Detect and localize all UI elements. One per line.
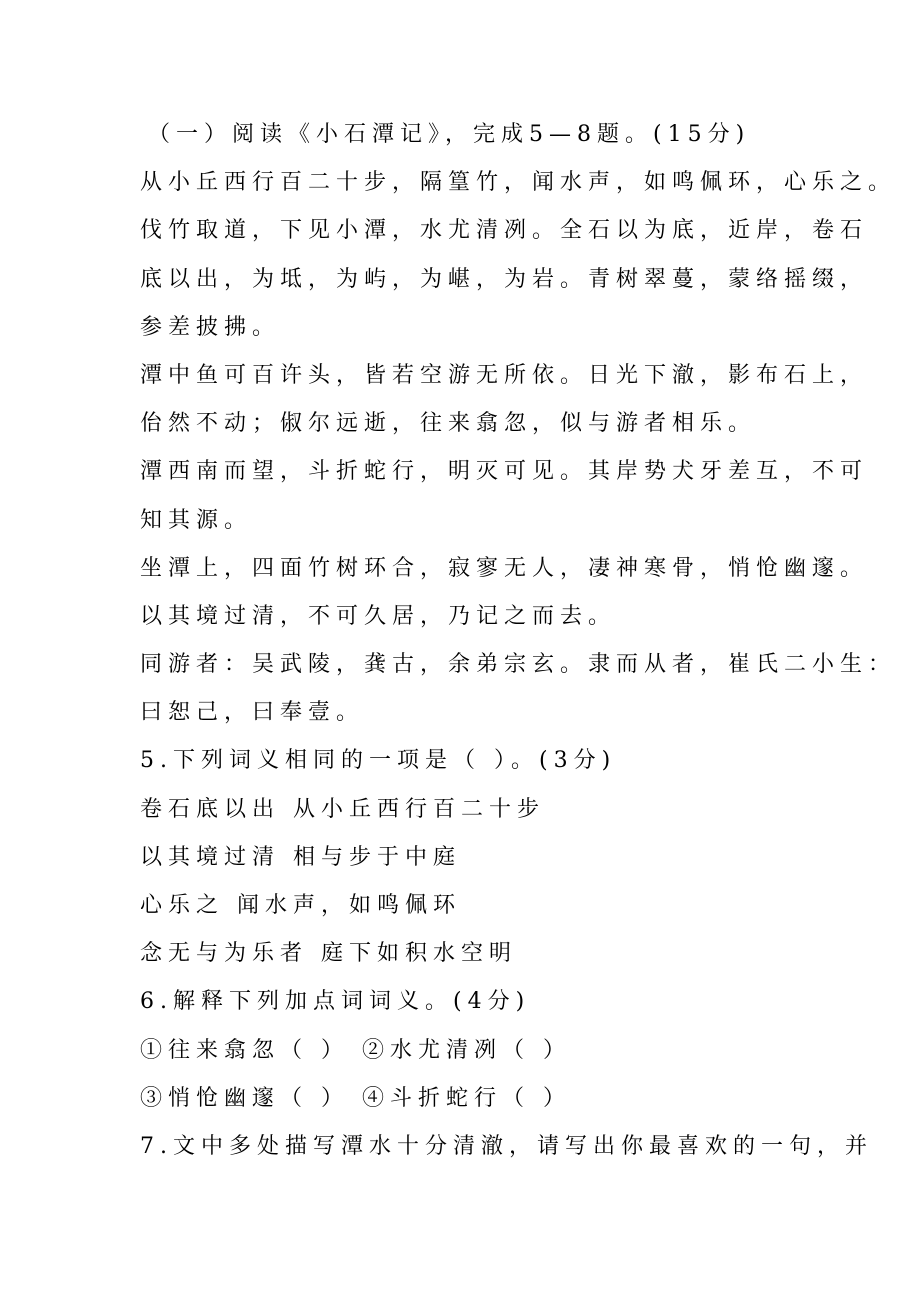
section-heading: （一）阅读《小石潭记》，完成5—8题。(15分) [148, 122, 751, 147]
passage-line: 曰恕己，曰奉壹。 [140, 700, 365, 726]
passage-line: 佁然不动；俶尔远逝，往来翕忽，似与游者相乐。 [140, 411, 757, 437]
passage-line: 从小丘西行百二十步，隔篁竹，闻水声，如鸣佩环，心乐之。 [140, 170, 897, 196]
passage-line: 底以出，为坻，为屿，为嵁，为岩。青树翠蔓，蒙络摇缀， [140, 266, 869, 292]
option-line: 以其境过清 相与步于中庭 [140, 844, 461, 870]
passage [140, 164, 897, 742]
passage-line: 伐竹取道，下见小潭，水尤清冽。全石以为底，近岸，卷石 [140, 218, 869, 244]
passage-line: 知其源。 [140, 507, 253, 533]
passage-line: 潭中鱼可百许头，皆若空游无所依。日光下澈，影布石上， [140, 362, 869, 388]
option-line: 心乐之 闻水声，如鸣佩环 [140, 893, 461, 918]
passage-line: 潭西南而望，斗折蛇行，明灭可见。其岸势犬牙差互，不可 [140, 459, 869, 485]
passage-line: 坐潭上，四面竹树环合，寂寥无人，凄神寒骨，悄怆幽邃。 [140, 555, 869, 581]
question-5: 5.下列词义相同的一项是（ ）。(3分) [140, 748, 617, 774]
question-7: 7.文中多处描写潭水十分清澈，请写出你最喜欢的一句，并 [140, 1133, 873, 1159]
option-line: 卷石底以出 从小丘西行百二十步 [140, 796, 545, 822]
passage-line: 以其境过清，不可久居，乃记之而去。 [140, 603, 617, 629]
option-line: 念无与为乐者 庭下如积水空明 [140, 941, 517, 967]
passage-line: 同游者：吴武陵，龚古，余弟宗玄。隶而从者，崔氏二小生： [140, 652, 897, 678]
question-6-items: ③悄怆幽邃（ ） ④斗折蛇行（ ） [140, 1085, 571, 1111]
question-6: 6.解释下列加点词词义。(4分) [140, 989, 531, 1015]
questions [140, 742, 873, 1176]
document-page [140, 116, 897, 1176]
question-6-items: ①往来翕忽（ ） ②水尤清冽（ ） [140, 1037, 571, 1063]
passage-line: 参差披拂。 [140, 314, 281, 340]
